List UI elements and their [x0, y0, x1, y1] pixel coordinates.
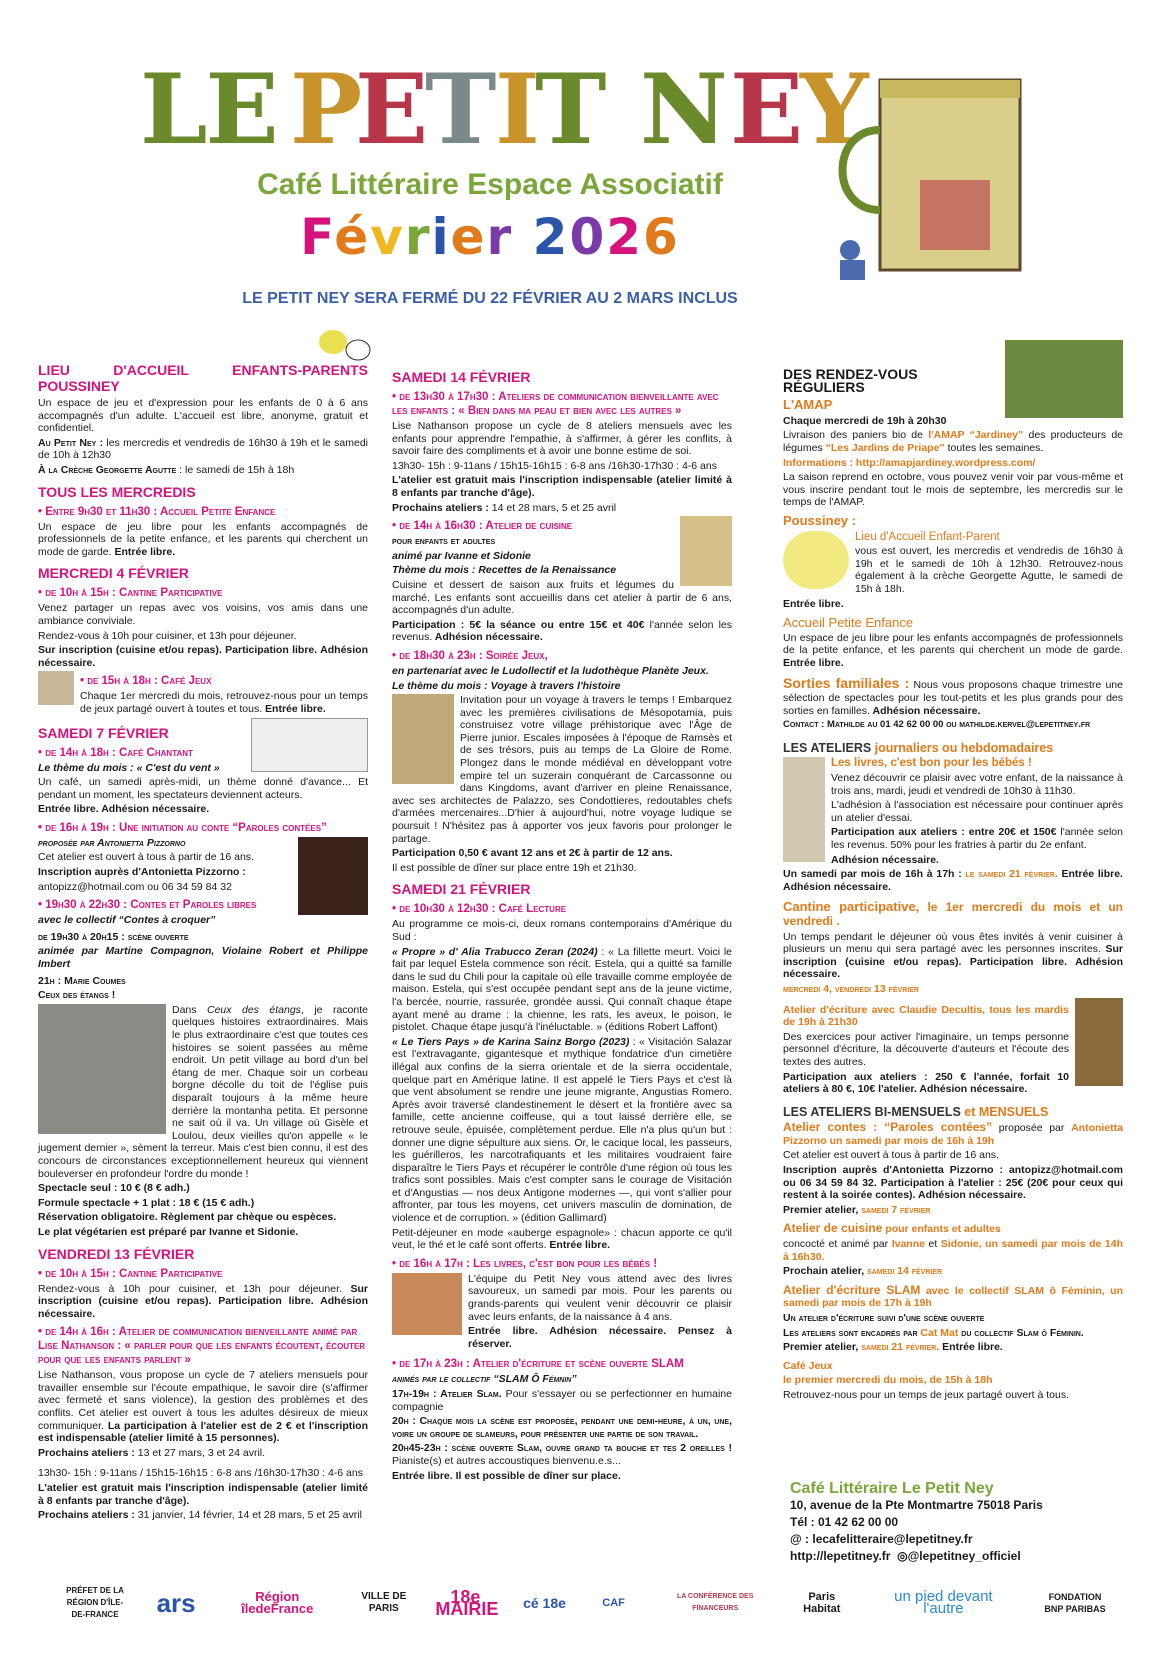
text: Le thème du mois : Voyage à travers l'histoire: [392, 679, 621, 692]
text: Un espace de jeu et d'expression pour les enfants de 0 à 6 ans accompagnés d'un adulte. L'accueil est libre, anonyme, gratuit et confidentiel.: [38, 397, 368, 435]
logo-prefet: PRÉFET DE LA RÉGION D'ÎLE-DE-FRANCE: [66, 1585, 124, 1619]
logo-un-pied: un pied devant l'autre: [894, 1587, 993, 1617]
month-title: [0, 208, 980, 266]
month-letter: 2: [532, 208, 570, 266]
bimensuels-title: LES ATELIERS BI-MENSUELS: [783, 1104, 961, 1119]
text: avec le collectif “Contes à croquer”: [38, 914, 216, 927]
text: Prochain atelier,: [783, 1265, 865, 1278]
game-illustration: [38, 671, 74, 705]
text: Le plat végétarien est préparé par Ivanne et Sidonie.: [38, 1225, 299, 1238]
logo-region: Région îledeFrance: [241, 1588, 314, 1616]
month-letter: 0: [569, 208, 607, 266]
subtitle: Café Littéraire Espace Associatif: [257, 168, 723, 201]
text: Adhésion nécessaire.: [869, 704, 981, 717]
text: : « La fillette meurt. Voici le fait par lequel Estela commence son récit. Estela, qui a quitté sa famille dans le sud du Chili pour la capitale où elle travaille comme employée de maison. Estela, qui s'est occupée pendant sept ans de la jeune victime, l'a bercée, nourrie, rassurée, grondée aussi. Qui connaît chaque étape ayant mené au drame : la chienne, les rats, les aveux, le poison, le pistolet. Chaque étape jusqu'à l'inéluctable. » (éditions Robert Laffont): [392, 945, 732, 1034]
reading-child-illustration: [783, 757, 825, 862]
text: La participation à l'atelier est de 2 € et l'inscription est indispensable (atelier limité à 15 personnes).: [38, 1419, 368, 1445]
section-title: MERCREDI 4 FÉVRIER: [38, 565, 189, 582]
text: Entrée libre.: [546, 1239, 611, 1252]
logo-caf: CAF: [602, 1596, 625, 1609]
text: Au programme ce mois-ci, deux romans contemporains d'Amérique du Sud :: [392, 918, 732, 943]
text: Des exercices pour activer l'imaginaire, un temps personne personnel d'écriture, la découverte d'auteurs et l'écoute des textes des autres.: [783, 1030, 1069, 1068]
text: Pianiste(s) et autres accoustiques bienvenu.e.s...: [392, 1454, 621, 1467]
text: Inscription auprès d'Antonietta Pizzorno : antopizz@hotmail.com ou 06 34 59 84 32. Participation à l'atelier : 25€ (20€ pour ceux qui restent à la soirée contes). Adhésion nécessaire.: [783, 1164, 1123, 1202]
section-title: SAMEDI 14 FÉVRIER: [392, 369, 531, 385]
text: le samedi 21 février.: [961, 868, 1058, 881]
text: 17h-19h : Atelier Slam.: [392, 1388, 502, 1400]
text: Lise Nathanson, vous propose un cycle de 7 ateliers mensuels pour travailler ensemble sur l'écoute empathique, le savoir dire (s'affirmer avec fermeté et sans violence), la gestion des problèmes et des conflits. Cet atelier est ouvert à tous les adultes désireux de mieux communiquer.: [38, 1369, 368, 1432]
text: : « Visitación Salazar est l'extravagante, gigantesque et mythique fondatrice d'un cimetière illégal aux confins de la sierra orientale et de la sierra occidentale, quelque part en Amérique latine. Il est appelé le Tiers Pays et c'est là que vent absolument se rendre une jeune migrante, Angustias Romero. Après avoir traversé clandestinement le désert et la frontière avec sa famille, cette ancienne coiffeuse, qui a tout laissé derrière elle, se retrouve seule, épuisée, complètement perdue. Elle n'a plus qu'un but : donner une digne sépulture aux siens. Or, le cacique local, les passeurs, les guérilleros, les narcotrafiquants et les militaires voudraient faire disparaître le Tiers Pays et récupérer le contrôle d'une région où tous les trafics sont possibles. Mais c'est compter sans le courage de Visitación et d'Angustias — nos deux Antigone modernes —, qui vont s'allier pour affronter, par tous les moyens, cet univers masculin de domination, de violence et de corruption. » (édition Gallimard): [392, 1035, 732, 1225]
text: Un espace de jeu libre pour les enfants accompagnés de professionnels de la petite enfance, et les parents qui cherchent un mode de garde.: [783, 631, 1123, 657]
text: Sur inscription (cuisine et/ou repas). Participation libre. Adhésion nécessaire.: [783, 943, 1123, 981]
text: Entrée libre. Adhésion nécessaire. Pensez à réserver.: [468, 1325, 732, 1350]
text: 13h30- 15h : 9-11ans / 15h15-16h15 : 6-8 ans /16h30-17h30 : 4-6 ans: [392, 459, 717, 472]
cantine-title: Cantine participative,: [783, 899, 920, 915]
logo-bnp: FONDATION BNP PARIBAS: [1044, 1591, 1106, 1614]
text: Un samedi par mois de 16h à 17h :: [783, 868, 962, 881]
text: Entrée libre. Adhésion nécessaire.: [783, 868, 1123, 893]
text: mercredi 4, vendredi 13 février: [783, 982, 919, 995]
text: Les livres, c'est bon pour les bébés !: [831, 757, 1032, 770]
month-letter: r: [486, 208, 514, 266]
text: le premier mercredi du mois, de 15h à 18h: [783, 1374, 993, 1387]
event-title: • de 10h à 15h : Cantine Participative: [38, 1267, 223, 1280]
text: Venez partager un repas avec vos voisins, vos amis dans une ambiance conviviale.: [38, 602, 368, 627]
text: animée par Martine Compagnon, Violaine Robert et Philippe Imbert: [38, 945, 368, 971]
text: Venez découvrir ce plaisir avec votre enfant, de la naissance à trois ans, mardi, jeudi et vendredi de 10h30 à 11h30.: [831, 772, 1123, 797]
text: samedi 14 février: [864, 1265, 943, 1278]
month-letter: é: [334, 208, 371, 266]
contact-text: Contact : Mathilde au 01 42 62 00 00 ou mathilde.kervel@lepetitney.fr: [783, 719, 1091, 731]
text: Rendez-vous à 10h pour cuisiner, et 13h pour déjeuner.: [38, 629, 297, 642]
text: Entrée libre.: [783, 656, 844, 669]
phone: Tél : 01 42 62 00 00: [790, 1515, 899, 1529]
text: Adhésion nécessaire.: [432, 631, 543, 644]
text: Retrouvez-nous pour un temps de jeux partagé ouvert à tous.: [783, 1388, 1070, 1401]
event-title: • de 16h à 17h : Les livres, c'est bon pour les bébés !: [392, 1257, 658, 1270]
text: Prochains ateliers :: [38, 1509, 135, 1522]
amap-link[interactable]: Informations : http://amapjardiney.wordpress.com/: [783, 456, 1036, 469]
footer-title: Café Littéraire Le Petit Ney: [790, 1480, 994, 1497]
text: Le thème du mois : « C'est du vent »: [38, 761, 220, 774]
section-title: VENDREDI 13 FÉVRIER: [38, 1245, 195, 1262]
text: Sur inscription (cuisine et/ou repas). Participation libre. Adhésion nécessaire.: [38, 1282, 369, 1320]
text: Sidonie, un samedi par mois de 14h à 16h30.: [783, 1238, 1124, 1263]
sorties-title: Sorties familiales :: [783, 675, 910, 692]
event-title: • de 15h à 18h : Café Jeux: [80, 675, 212, 688]
board-game-illustration: [392, 694, 454, 784]
text: Sur inscription (cuisine et/ou repas). Participation libre. Adhésion nécessaire.: [38, 644, 368, 669]
performer-photo: [298, 837, 368, 915]
text: Entrée libre. Il est possible de dîner sur place.: [392, 1469, 621, 1482]
text: 31 janvier, 14 février, 14 et 28 mars, 5 et 25 avril: [134, 1509, 362, 1522]
text: Lise Nathanson propose un cycle de 8 ateliers mensuels avec les enfants pour apprendre l'empathie, à s'affirmer, à gérer les conflits, à savoir faire des compliments et à avoir une bonne estime de soi.: [392, 420, 732, 458]
poussiney-title: Poussiney :: [783, 512, 856, 528]
text: Au Petit Ney :: [38, 436, 104, 449]
text: Ceux des étangs !: [38, 989, 116, 1002]
event-title: • de 17h à 23h : Atelier d'écriture et scène ouverte SLAM: [392, 1358, 684, 1371]
text: toutes les semaines.: [944, 441, 1044, 454]
text: les mercredis et vendredis de 16h30 à 19h et le samedi de 10h à 12h30: [38, 436, 368, 462]
email-link[interactable]: @ : lecafelitteraire@lepetitney.fr: [790, 1532, 973, 1546]
ape-title: Accueil Petite Enfance: [783, 615, 914, 631]
text: Cuisine et dessert de saison aux fruits et légumes du marché. Les enfants sont accueillis dans cet atelier à partir de 6 ans, accompagnés d'un adulte.: [392, 578, 732, 617]
event-title: • de 10h à 15h : Cantine Participative: [38, 587, 223, 600]
text: « Propre » d' Alia Trabucco Zeran (2024): [392, 945, 598, 958]
address: 10, avenue de la Pte Montmartre 75018 Paris: [790, 1498, 1043, 1512]
event-title: • 19h30 à 22h30 : Contes et Paroles libres: [38, 899, 257, 912]
text: antopizz@hotmail.com ou 06 34 59 84 32: [38, 880, 232, 893]
text: L'atelier est gratuit mais l'inscription indispensable (atelier limité à 8 enfants par tranche d'âge).: [38, 1482, 368, 1507]
text: Nous vous proposons chaque trimestre une sélection de spectacles pour les tout-petits et les plus grands pour des sorties en familles.: [783, 679, 1123, 717]
cuisine-title: Atelier de cuisine: [783, 1221, 883, 1236]
text: Lieu d'Accueil Enfant-Parent: [855, 530, 1000, 543]
event-title: • de 14h à 16h : Atelier de communication bienveillante animé par Lise Nathanson : « parler pour que les enfants écoutent, écouter pour que les enfants parlent »: [38, 1326, 366, 1367]
text: Entrée libre.: [783, 597, 844, 610]
event-title: • de 18h30 à 23h : Soirée Jeux,: [392, 649, 548, 662]
event-title: • Entre 9h30 et 11h30 : Accueil Petite Enfance: [38, 505, 276, 518]
text: et MENSUELS: [960, 1104, 1049, 1119]
text: 21h : Marie Coumes: [38, 974, 126, 987]
text: pour enfants et adultes: [392, 535, 496, 548]
column-right: [783, 362, 1123, 1404]
text: et: [924, 1238, 941, 1251]
text: en partenariat avec le Ludollectif et la ludothèque Planète Jeux.: [392, 664, 709, 677]
text: Petit-déjeuner en mode «auberge espagnole» : chacun apporte ce qu'il veut, le thé et le café sont offerts.: [392, 1226, 732, 1252]
month-letter: F: [300, 208, 335, 266]
text: Un temps pendant le déjeuner où vous êtes invités à venir cuisiner à plusieurs un menu qui sera partagé avec les personnes inscrites.: [783, 930, 1123, 956]
text: La saison reprend en octobre, vous pouvez venir voir par vous-même et vous inscrire pendant tout le mois de septembre, les mercredis sur le temps de l'AMAP.: [783, 471, 1123, 509]
text: Entrée libre.: [111, 545, 176, 558]
month-letter: 6: [643, 208, 680, 266]
instagram-icon: ◎: [897, 1549, 908, 1563]
logo-le-petit-ney: LE P E T I T N E Y: [140, 53, 867, 166]
logo-paris-habitat: Paris Habitat: [803, 1590, 841, 1615]
text: Un café, un samedi après-midi, un thème donné d'avance... Et pendant un moment, les spectateurs deviennent acteurs.: [38, 776, 368, 801]
text: proposée par: [992, 1122, 1072, 1135]
logo-ars: ars: [156, 1587, 196, 1618]
section-title: SAMEDI 7 FÉVRIER: [38, 724, 169, 741]
text: 20h : Chaque mois la scène est proposée, pendant une demi-heure, à un, une, voire un groupe de slameurs, pour présenter une partie de son travail.: [392, 1415, 732, 1440]
ecriture-title: Atelier d'écriture avec Claudie Decultis, tous les mardis de 19h à 21h30: [783, 1003, 1069, 1029]
chick-icon: [313, 320, 373, 365]
text: Chaque mercredi de 19h à 20h30: [783, 414, 947, 427]
text: : le samedi de 15h à 18h: [176, 463, 295, 476]
event-title: • de 14h à 18h : Café Chantant: [38, 746, 193, 759]
storyteller-photo: [38, 1004, 166, 1134]
event-title: • de 13h30 à 17h30 : Ateliers de communication bienveillante avec les enfants : « Bien dans ma peau et bien avec les autres »: [392, 391, 719, 417]
text: le 1er mercredi du mois et un vendredi .: [783, 900, 1123, 928]
text: “Les Jardins de Priape”: [825, 441, 945, 454]
text: Cet atelier est ouvert à tous à partir de 16 ans.: [38, 851, 254, 864]
logo-cite-educative: cé 18e: [523, 1594, 566, 1611]
text: Dans: [172, 1003, 207, 1016]
website-link[interactable]: http://lepetitney.fr: [790, 1549, 891, 1563]
text: 20h45-23h : scène ouverte Slam, ouvre grand ta bouche et tes 2 oreilles !: [392, 1442, 732, 1455]
instagram-link[interactable]: @lepetitney_officiel: [907, 1549, 1021, 1563]
text: animés par le collectif “SLAM Ô Fémnin”: [392, 1373, 577, 1386]
text: Participation aux ateliers : 250 € l'année, forfait 10 ateliers à 80 €, 10€ l'atelier. Adhésion nécessaire.: [783, 1070, 1069, 1096]
text: 13h30- 15h : 9-11ans / 15h15-16h15 : 6-8 ans /16h30-17h30 : 4-6 ans: [38, 1467, 363, 1480]
column-left: [38, 355, 368, 1524]
contes-title: Atelier contes : “Paroles contées”: [783, 1120, 993, 1135]
closed-notice: LE PETIT NEY SERA FERMÉ DU 22 FÉVRIER AU 2 MARS INCLUS: [242, 290, 738, 307]
text: Entrée libre. Adhésion nécessaire.: [38, 803, 210, 816]
month-letter: e: [450, 208, 487, 266]
text: Prochains ateliers :: [392, 501, 489, 514]
text: Un atelier d'écriture suivi d'une scène ouverte: [783, 1312, 985, 1324]
text: Chaque 1er mercredi du mois, retrouvez-nous pour un temps de jeux partagé ouvert à toutes et tous.: [80, 690, 368, 715]
chick-icon: [783, 531, 849, 589]
text: Thème du mois : Recettes de la Renaissance: [392, 564, 617, 577]
text: l'année selon les revenus. 50% pour les fratries à partir du 2e enfant.: [831, 826, 1123, 851]
logo-mairie-18: 18e MAIRIE: [435, 1586, 499, 1619]
section-title: TOUS LES MERCREDIS: [38, 483, 196, 500]
section-title: LIEU D'ACCUEIL ENFANTS-PARENTS POUSSINEY: [38, 362, 368, 394]
text: Antonietta Pizzorno un samedi par mois de 16h à 19h: [783, 1122, 1123, 1147]
reading-rabbits-illustration: [392, 1273, 462, 1335]
text: Pour s'essayer ou se perfectionner en humaine compagnie: [392, 1388, 732, 1413]
text: Cat Mat: [920, 1326, 959, 1339]
column-middle: [392, 362, 732, 1484]
text: Inscription auprès d'Antonietta Pizzorno :: [38, 866, 246, 879]
text: Formule spectacle + 1 plat : 18 € (15 € adh.): [38, 1196, 255, 1209]
text: 13 et 27 mars, 3 et 24 avril.: [134, 1446, 266, 1459]
text: animé par Ivanne et Sidonie: [392, 549, 531, 562]
text: Spectacle seul : 10 € (8 € adh.): [38, 1182, 190, 1195]
text: L'adhésion à l'association est nécessaire pour continuer après un atelier d'essai.: [831, 799, 1123, 824]
text: avec le collectif SLAM ô Féminin, un samedi par mois de 17h à 19h: [783, 1284, 1123, 1310]
section-title: DES RENDEZ-VOUS RÉGULIERS: [783, 366, 918, 395]
text: Premier atelier,: [783, 1203, 859, 1216]
text: de 19h30 à 20h15 : scène ouverte: [38, 930, 189, 943]
text: vous est ouvert, les mercredis et vendredis de 16h30 à 19h et le samedi de 10h à 12h30. Retrouvez-nous également à la crèche Georgette Agutte, le samedi de 15h à 18h.: [855, 545, 1123, 595]
text: L'équipe du Petit Ney vous attend avec des livres savoureux, un samedi par mois. Pour les parents ou grands-parents qui veulent venir découvrir ce plaisir avec leurs enfants, de la naissance à 4 ans.: [468, 1272, 732, 1323]
text: Prochains ateliers :: [38, 1446, 135, 1459]
text: Entrée libre.: [262, 702, 326, 715]
text: Livraison des paniers bio de: [783, 429, 929, 442]
month-letter: v: [370, 208, 405, 266]
text: l'année selon les revenus.: [392, 618, 732, 644]
text: À la Crèche Georgette Agutte: [38, 463, 177, 476]
month-letter: i: [431, 208, 451, 266]
address-block: [790, 1480, 1110, 1565]
text: Ivanne: [891, 1238, 925, 1251]
feather-pen-illustration: [1075, 998, 1123, 1086]
kitchen-tools-illustration: [680, 516, 732, 586]
jeux-title: Café Jeux: [783, 1359, 833, 1372]
text: proposée par Antonietta Pizzorno: [38, 836, 186, 849]
text: Les ateliers sont encadrés par: [783, 1326, 921, 1339]
text: des producteurs de légumes: [783, 429, 1123, 454]
text: du collectif Slam ô Féminin.: [958, 1326, 1084, 1339]
text: concocté et animé par: [783, 1238, 892, 1251]
text: l'AMAP “Jardiney”: [928, 429, 1024, 442]
text: Réservation obligatoire. Règlement par chèque ou espèces.: [38, 1211, 337, 1224]
logo-paris: VILLE DE PARIS: [361, 1590, 407, 1614]
slam-title: Atelier d'écriture SLAM: [783, 1282, 921, 1297]
month-letter: r: [404, 208, 432, 266]
text: Entrée libre.: [939, 1341, 1003, 1354]
event-title: • de 14h à 16h30 : Atelier de cuisine: [392, 520, 573, 533]
text: Ceux des étangs: [207, 1003, 301, 1016]
event-title: • de 10h30 à 12h30 : Café Lecture: [392, 903, 567, 916]
section-title: SAMEDI 21 FÉVRIER: [392, 881, 531, 898]
text: samedi 21 février.: [858, 1341, 940, 1354]
text: , je raconte quelques histoires extraordinaires. Mais le plus extraordinaire c'est que toutes ces histoires se soient passées au même endroit. Un petit village au bord d'un bel étang de mer. Chaque soir un corbeau borgne décolle du toit de l'église puis disparaît toujours à la même heure derrière la montanha petita. Et personne ne sait où il va. Un village où Gisèle et Loulou, deux vieilles qu'on appelle « le jugement dernier », sèment la terreur. Mais c'est bien connu, il est des concours de circonstances exceptionnellement heureux qui viennent bouleverser en profondeur l'ordre du monde !: [38, 1003, 368, 1180]
month-letter: 2: [606, 208, 644, 266]
text: Un espace de jeu libre pour les enfants accompagnés de professionnels de la petite enfance, et les parents qui cherchent un mode de garde.: [38, 520, 368, 558]
text: Il est possible de dîner sur place entre 19h et 21h30.: [392, 861, 637, 874]
text: Adhésion nécessaire.: [831, 853, 939, 866]
amap-title: L'AMAP: [783, 397, 833, 413]
text: Participation : 5€ la séance ou entre 15€ et 40€: [392, 618, 645, 631]
event-title: • de 16h à 19h : Une initiation au conte “Paroles contées”: [38, 821, 327, 834]
text: Cet atelier est ouvert à tous à partir de 16 ans.: [783, 1149, 999, 1162]
vegetables-photo: [1005, 340, 1123, 418]
text: Invitation pour un voyage à travers le temps ! Embarquez avec les premières civilisations de Mésopotamia, puis construisez votre village préhistorique avec l'Âge de Pierre junior. Escales imposées à l'époque de Ramsès et de ses trésors, puis au temps de La Gloire de Rome. Plongez dans le monde médiéval en développant votre empire tel un suzerain conquérant de Carcassonne ou dans Kingdoms, avant d'arriver en pleine Renaissance, avec ses architectes de Palazzo, ses Condottieres, redoutables chefs d'armées mercenaires...D'hier à aujourd'hui, notre voyage ludique se poursuit ! N'hésitez pas à apporter vos jeux favoris pour prolonger le partage.: [392, 694, 732, 845]
ateliers-title: LES ATELIERS: [783, 740, 872, 755]
month-letter: [513, 208, 532, 266]
logo-conference: LA CONFÉRENCE DES FINANCEURS: [677, 1592, 754, 1612]
text: Participation 0,50 € avant 12 ans et 2€ à partir de 12 ans.: [392, 847, 673, 860]
text: Premier atelier,: [783, 1341, 859, 1354]
text: Rendez-vous à 10h pour cuisiner, et 13h pour déjeuner.: [38, 1282, 342, 1295]
text: samedi 7 février: [858, 1203, 931, 1216]
text: Participation aux ateliers : entre 20€ et 150€: [831, 826, 1057, 839]
text: 14 et 28 mars, 5 et 25 avril: [488, 501, 617, 514]
text: L'atelier est gratuit mais l'inscription indispensable (atelier limité à 8 enfants par tranche d'âge).: [392, 474, 732, 499]
partner-logos: [60, 1570, 1110, 1635]
singers-illustration: [251, 718, 368, 772]
text: pour enfants et adultes: [882, 1223, 1001, 1236]
text: « Le Tiers Pays » de Karina Sainz Borgo (2023): [392, 1035, 630, 1048]
text: journaliers ou hebdomadaires: [871, 740, 1054, 755]
